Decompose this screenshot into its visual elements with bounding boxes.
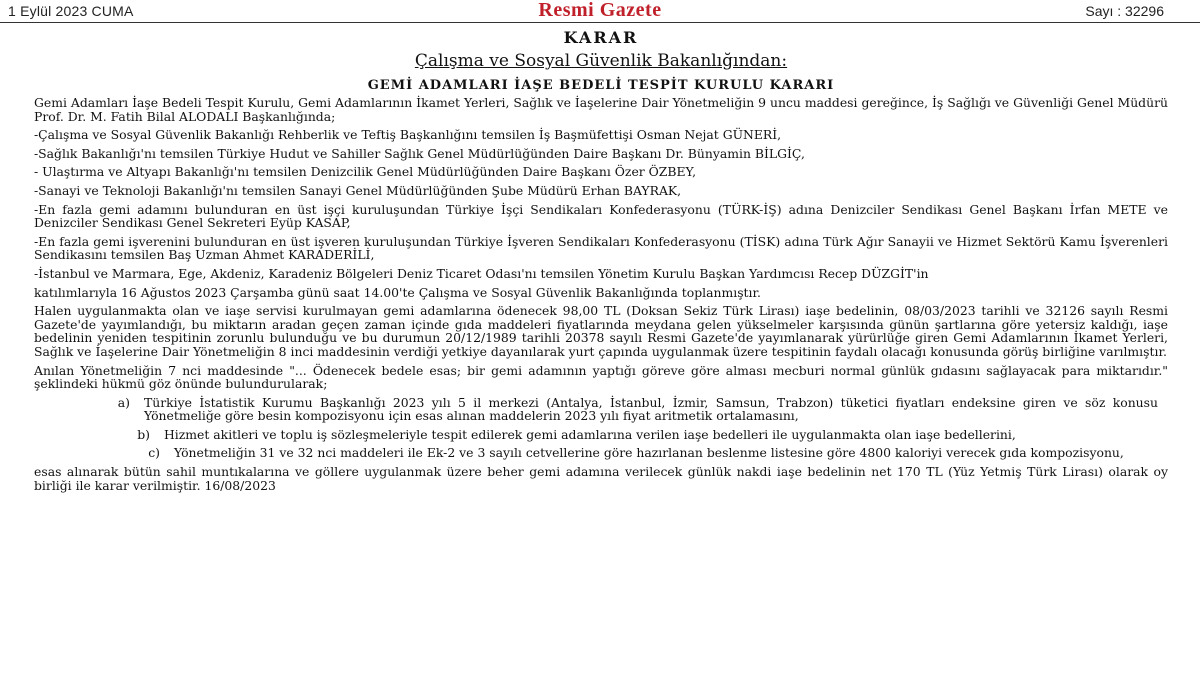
list-marker: b) [137,426,150,442]
paragraph-member: -En fazla gemi adamını bulunduran en üst işçi kuruluşundan Türkiye İşçi Sendikaları Konfederasyonu (TÜRK-İŞ) adına Denizciler Sendikası Genel Başkanı İrfan METE ve Denizciler Sendikası Genel Sekreteri Eyüp KASAP, [34,201,1168,231]
gazette-title: Resmi Gazete [538,0,662,21]
list-item [34,428,1168,442]
list-text: Yönetmeliğin 31 ve 32 nci maddeleri ile Ek-2 ve 3 sayılı cetvellerine göre hazırlanan beslenme listesine göre 4800 kaloriyi verecek gıda kompozisyonu, [174,445,1124,461]
decision-title: GEMİ ADAMLARI İAŞE BEDELİ TESPİT KURULU KARARI [367,78,835,93]
paragraph-member: -En fazla gemi işverenini bulunduran en üst işveren kuruluşundan Türkiye İşveren Sendikaları Konfederasyonu (TİSK) adına Türk Ağır Sanayii ve Hizmet Sektörü Kamu İşverenleri Sendikasını temsilen Baş Uzman Ahmet KARADERİLİ, [34,233,1168,263]
issue-number: Sayı : 32296 [1085,3,1164,19]
list-text: Hizmet akitleri ve toplu iş sözleşmeleriyle tespit edilerek gemi adamlarına verilen iaşe bedelleri ile uygulanmakta olan iaşe bedellerini, [164,426,1016,442]
paragraph-regulation: Anılan Yönetmeliğin 7 nci maddesinde "... Ödenecek bedele esas; bir gemi adamının yaptığı göreve göre alması mecburi normal günlük gıdasını sağlayacak para miktarıdır." şeklindeki hükmü göz önünde bulundurularak; [34,362,1168,392]
paragraph-member: -Çalışma ve Sosyal Güvenlik Bakanlığı Rehberlik ve Teftiş Başkanlığını temsilen İş Başmüfettişi Osman Nejat GÜNERİ, [34,127,782,143]
ministry-heading: Çalışma ve Sosyal Güvenlik Bakanlığından: [414,51,788,71]
paragraph-member: -Sanayi ve Teknoloji Bakanlığı'nı temsilen Sanayi Genel Müdürlüğünden Şube Müdürü Erhan BAYRAK, [34,182,682,198]
section-title: KARAR [563,28,639,47]
paragraph-member: - Ulaştırma ve Altyapı Bakanlığı'nı temsilen Denizcilik Genel Müdürlüğünden Daire Başkanı Özer ÖZBEY, [34,164,697,180]
header-divider [0,22,1200,23]
paragraph-closing: esas alınarak bütün sahil muntıkalarına ve göllere uygulanmak üzere beher gemi adamına verilecek günlük nakdi iaşe bedelinin net 170 TL (Yüz Yetmiş Türk Lirası) olarak oy birliği ile karar verilmiştir. 16/08/2023 [34,464,1168,493]
gazette-header [0,0,1200,22]
list-marker: c) [148,445,160,461]
list-text: Türkiye İstatistik Kurumu Başkanlığı 2023 yılı 5 il merkezi (Antalya, İstanbul, İzmir, Samsun, Trabzon) tüketici fiyatları endeksine giren ve söz konusu Yönetmeliğe göre besin kompozisyonu için esas alınan maddelerin 2023 yılı fiyat aritmetik ortalamasını, [144,394,1158,424]
list-item [34,446,1168,460]
paragraph-member: -Sağlık Bakanlığı'nı temsilen Türkiye Hudut ve Sahiller Sağlık Genel Müdürlüğünden Daire Başkanı Dr. Bünyamin BİLGİÇ, [34,145,805,161]
document-body [34,28,1168,497]
list-item [34,396,1168,423]
paragraph-intro: Gemi Adamları İaşe Bedeli Tespit Kurulu, Gemi Adamlarının İkamet Yerleri, Sağlık ve İaşelerine Dair Yönetmeliğin 9 uncu maddesi gereğince, İş Sağlığı ve Güvenliği Genel Müdürü Prof. Dr. M. Fatih Bilal ALODALI Başkanlığında; [34,95,1168,124]
list-marker: a) [117,394,130,410]
issue-date: 1 Eylül 2023 CUMA [8,3,134,19]
paragraph-member: -İstanbul ve Marmara, Ege, Akdeniz, Karadeniz Bölgeleri Deniz Ticaret Odası'nı temsilen Yönetim Kurulu Başkan Yardımcısı Recep DÜZGİT'in [34,265,929,281]
paragraph-meeting: katılımlarıyla 16 Ağustos 2023 Çarşamba günü saat 14.00'te Çalışma ve Sosyal Güvenlik Bakanlığında toplanmıştır. [34,284,761,300]
paragraph-background: Halen uygulanmakta olan ve iaşe servisi kurulmayan gemi adamlarına ödenecek 98,00 TL (Doksan Sekiz Türk Lirası) iaşe bedelinin, 08/03/2023 tarihli ve 32126 sayılı Resmi Gazete'de yayımlandığı, bu miktarın aradan geçen zaman içinde gıda maddeleri fiyatlarında meydana gelen yükselmeler karşısında günün şartlarına göre yetersiz kaldığı, iaşe bedelinin yeniden tespitinin zorunlu bulunduğu ve bu durumun 20/12/1989 tarihli 20378 sayılı Resmi Gazete'de yayımlanarak yürürlüğe giren Gemi Adamlarının İkamet Yerleri, Sağlık ve İaşelerine Dair Yönetmeliğin 8 inci maddesinin verdiği yetkiye dayanılarak yurt çapında uygulanmak üzere tespitinin faydalı olacağı konusunda görüş birliğine varılmıştır. [34,303,1168,359]
